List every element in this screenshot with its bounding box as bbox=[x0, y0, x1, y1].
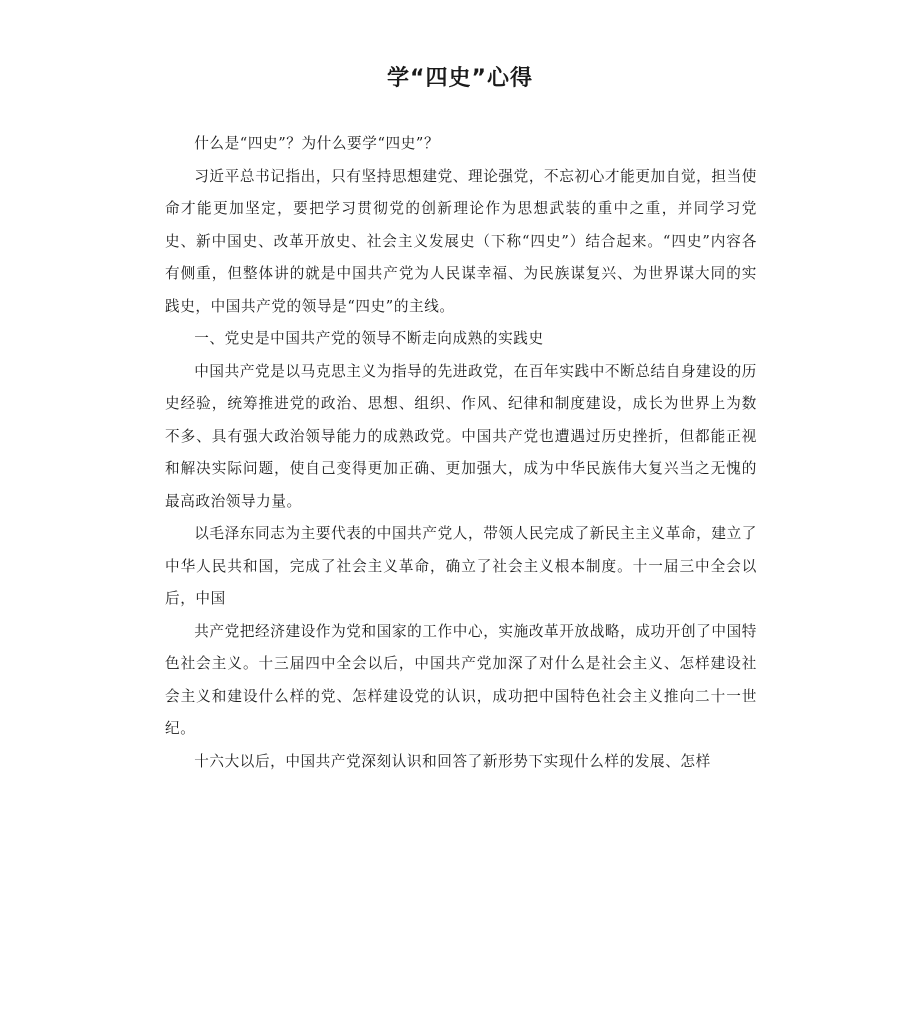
paragraph-sixteenth-congress: 十六大以后，中国共产党深刻认识和回答了新形势下实现什么样的发展、怎样 bbox=[194, 752, 711, 770]
document-title: 学“四史”心得 bbox=[387, 66, 533, 91]
paragraph-intro: 习近平总书记指出，只有坚持思想建党、理论强党，不忘初心才能更加自觉，担当使命才能更加坚定，要把学习贯彻党的创新理论作为思想武装的重中之重，并同学习党史、新中国史、改革开放史、社会主义发展史（下称“四史”）结合起来。“四史”内容各有侧重，但整体讲的就是中国共产党为人民谋幸福、为民族谋复兴、为世界谋大同的实践史，中国共产党的领导是“四史”的主线。 bbox=[165, 167, 757, 315]
document-body bbox=[165, 128, 757, 778]
paragraph-mao-era: 以毛泽东同志为主要代表的中国共产党人，带领人民完成了新民主主义革命，建立了中华人民共和国，完成了社会主义革命，确立了社会主义根本制度。十一届三中全会以后，中国 bbox=[165, 525, 757, 607]
paragraph-question: 什么是“四史”？为什么要学“四史”？ bbox=[194, 135, 440, 152]
paragraph-reform-era: 共产党把经济建设作为党和国家的工作中心，实施改革开放战略，成功开创了中国特色社会主义。十三届四中全会以后，中国共产党加深了对什么是社会主义、怎样建设社会主义和建设什么样的党、怎样建设党的认识，成功把中国特色社会主义推向二十一世纪。 bbox=[165, 622, 757, 737]
section-heading-party-history: 一、党史是中国共产党的领导不断走向成熟的实践史 bbox=[194, 330, 544, 347]
paragraph-party-maturity: 中国共产党是以马克思主义为指导的先进政党，在百年实践中不断总结自身建设的历史经验，统筹推进党的政治、思想、组织、作风、纪律和制度建设，成长为世界上为数不多、具有强大政治领导能力的成熟政党。中国共产党也遭遇过历史挫折，但都能正视和解决实际问题，使自己变得更加正确、更加强大，成为中华民族伟大复兴当之无愧的最高政治领导力量。 bbox=[165, 362, 757, 510]
